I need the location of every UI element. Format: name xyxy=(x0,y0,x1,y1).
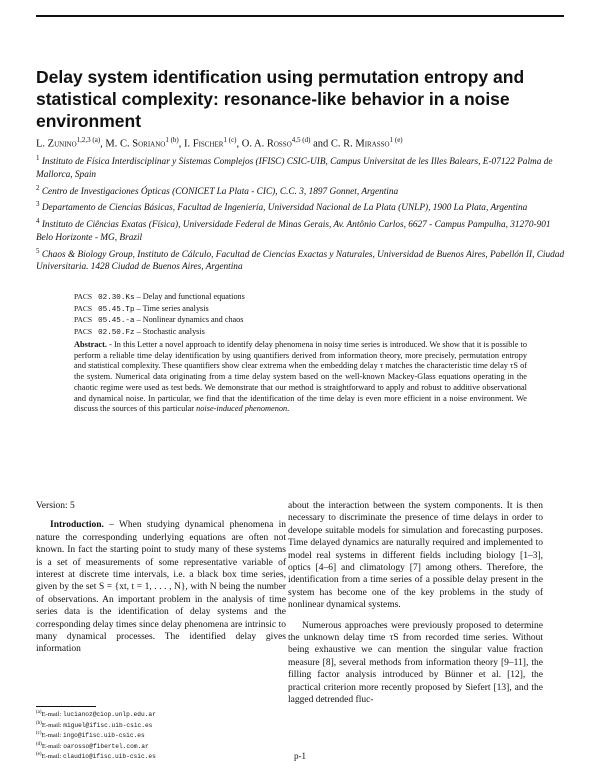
pacs-description: – Stochastic analysis xyxy=(134,326,205,336)
footnote-email: claudio@ifisc.uib-csic.es xyxy=(63,753,156,761)
author-separator: and xyxy=(310,138,331,150)
right-paragraph-1: about the interaction between the system components. It is then necessary to discriminate the presence of time delays in order to develope suitable models for simulation and forecasting purposes. Time delayed dynamics are naturally required and implemented to model real systems in different fields including biology [1–3], optics [4–6] and climatology [7] among others. Therefore, the identification from a time series of a possible delay present in the system has become one of the key problems in the study of nonlinear dynamical systems. xyxy=(288,501,543,611)
affiliation xyxy=(36,198,566,215)
footnote-mark: (b) xyxy=(36,720,42,726)
top-rule xyxy=(36,15,564,17)
page-number: p-1 xyxy=(294,751,306,761)
pacs-code: 05.45.Tp xyxy=(98,305,135,314)
pacs-description: – Delay and functional equations xyxy=(134,292,245,301)
footnote-email: miguel@ifisc.uib-csic.es xyxy=(63,721,153,729)
footnote-label: E-mail: xyxy=(41,742,64,750)
affiliation-text: Chaos & Biology Group, Instituto de Cálculo, Facultad de Ciencias Exactas y Naturales, Universidad de Buenos Aires, Pabellón II, Ciudad Universitaria. 1428 Ciudad de Buenos Aires, Argentina xyxy=(36,249,565,273)
footnote-email: oarosso@fibertel.com.ar xyxy=(63,742,149,750)
affiliation xyxy=(36,152,566,182)
author-separator: , xyxy=(178,138,184,150)
footnote xyxy=(36,709,286,720)
abstract xyxy=(74,340,527,415)
right-paragraph-2: Numerous approaches were previously proposed to determine the unknown delay time τS from recorded time series. Without being exhaustive we can mention the singular value fraction measure [8], several methods from information theory [9–11], the filling factor analysis introduced by Bünner et al. [12], the practical criterion more recently proposed by Siefert [13], and the lagged detrended fluc- xyxy=(288,620,543,706)
pacs-row xyxy=(74,292,534,304)
author-separator: , xyxy=(100,138,106,150)
right-column xyxy=(288,500,543,707)
footnote-label: E-mail: xyxy=(41,711,63,719)
intro-text: – When studying dynamical phenomena in nature the corresponding underlying equations are often not known. In fact the starting point to study many of these systems is a set of measurements of some representative variable of interest at discrete time intervals, i.e. a black box time series, given by the set S = {xt, t = 1, . . . , N}, with N being the number of observations. An important problem in the analysis of time series data is the identification of delay systems and the corresponding delay times since delay phenomena are intrinsic to many dynamical processes. The identified delay gives information xyxy=(36,520,286,655)
author-list xyxy=(36,134,564,151)
author-name: C. R. Mirasso xyxy=(330,138,390,150)
author-affil-mark: 1 (b) xyxy=(165,136,179,144)
author-affil-mark: 1 (c) xyxy=(223,136,237,144)
paper-title: Delay system identification using permutation entropy and statistical complexity: resonance-like behavior in a noise environment xyxy=(36,67,525,131)
pacs-label: PACS xyxy=(74,315,93,324)
author-name: O. A. Rosso xyxy=(241,138,292,150)
pacs-code: 02.50.Fz xyxy=(98,328,135,337)
affiliation-number: 3 xyxy=(36,200,40,209)
pacs-code: 02.30.Ks xyxy=(98,294,135,302)
author-separator: , xyxy=(236,138,242,150)
footnote-mark: (a) xyxy=(36,710,42,715)
abstract-label: Abstract. xyxy=(74,340,107,349)
pacs-row xyxy=(74,315,534,327)
affiliations xyxy=(36,152,566,274)
footnote xyxy=(36,741,286,752)
pacs-description: – Time series analysis xyxy=(134,303,209,313)
footnote-label: E-mail: xyxy=(41,753,63,761)
affiliation-text: Instituto de Física Interdisciplinar y Sistemas Complejos (IFISC) CSIC-UIB, Campus Universitat de les Illes Balears, E-07122 Palma de Mallorca, Spain xyxy=(36,157,553,180)
footnote-rule xyxy=(36,706,96,707)
pacs-label: PACS xyxy=(74,303,93,313)
author-affil-mark: 1,2,3 (a) xyxy=(76,136,101,144)
footnote xyxy=(36,720,286,731)
affiliation-text: Departamento de Ciencias Básicas, Facultad de Ingeniería, Universidad Nacional de La Plata (UNLP), 1900 La Plata, Argentina xyxy=(39,203,528,214)
affiliation-number: 2 xyxy=(36,183,40,192)
pacs-label: PACS xyxy=(74,326,93,336)
author-affil-mark: 1 (e) xyxy=(389,136,403,144)
footnote-email: ingo@ifisc.uib-csic.es xyxy=(63,732,145,740)
affiliation xyxy=(36,215,566,245)
footnote-label: E-mail: xyxy=(41,732,63,740)
affiliation-number: 5 xyxy=(36,246,40,255)
pacs-label: PACS xyxy=(74,292,93,301)
affiliation-number: 4 xyxy=(36,217,40,226)
pacs-list xyxy=(74,292,534,338)
affiliation-text: Instituto de Ciências Exatas (Física), Universidade Federal de Minas Gerais, Av. Antônio Carlos, 6627 - Campus Pampulha, 31270-901 Belo Horizonte - MG, Brazil xyxy=(36,220,551,243)
footnote xyxy=(36,730,286,741)
affiliation-text: Centro de Investigaciones Ópticas (CONICET La Plata - CIC), C.C. 3, 1897 Gonnet, Argentina xyxy=(39,186,399,197)
pacs-row xyxy=(74,304,534,316)
intro-heading: Introduction. xyxy=(50,520,104,531)
intro-paragraph xyxy=(36,519,286,655)
left-column xyxy=(36,500,286,656)
footnote-mark: (d) xyxy=(36,741,42,747)
author-name: M. C. Soriano xyxy=(105,138,166,150)
pacs-code: 05.45.-a xyxy=(98,317,135,325)
abstract-body: - In this Letter a novel approach to identify delay phenomena in noisy time series is introduced. We show that it is possible to perform a reliable time delay identification by using quantifiers derived from information theory, more precisely, permutation entropy and statistical complexity. These quantifiers show clear extrema when the embedding delay τ matches the characteristic time delay τS of the system. Numerical data originating from a time delay system based on the well-known Mackey-Glass equations operating in the chaotic regime were used as test beds. We demonstrate that our method is straightforward to apply and robust to additive observational and dynamical noise. In particular, we find that the identification of the time delay is even more efficient in a noise environment. We discuss the sources of this particular xyxy=(74,340,527,414)
affiliation xyxy=(36,182,566,199)
footnote-mark: (c) xyxy=(36,731,42,737)
pacs-description: – Nonlinear dynamics and chaos xyxy=(134,315,244,324)
footnote-email: lucianoz@ciop.unlp.edu.ar xyxy=(63,711,156,719)
pacs-row xyxy=(74,327,534,339)
footnote-label: E-mail: xyxy=(41,721,64,729)
abstract-emphasis: noise-induced phenomenon xyxy=(196,404,288,414)
author-affil-mark: 4,5 (d) xyxy=(291,136,311,144)
author-name: L. Zunino xyxy=(36,138,77,150)
author-name: I. Fischer xyxy=(184,138,224,150)
affiliation-number: 1 xyxy=(36,154,40,162)
footnote-mark: (e) xyxy=(36,752,42,758)
version-label: Version: 5 xyxy=(36,501,75,511)
affiliation xyxy=(36,245,566,275)
abstract-end: . xyxy=(287,404,290,414)
